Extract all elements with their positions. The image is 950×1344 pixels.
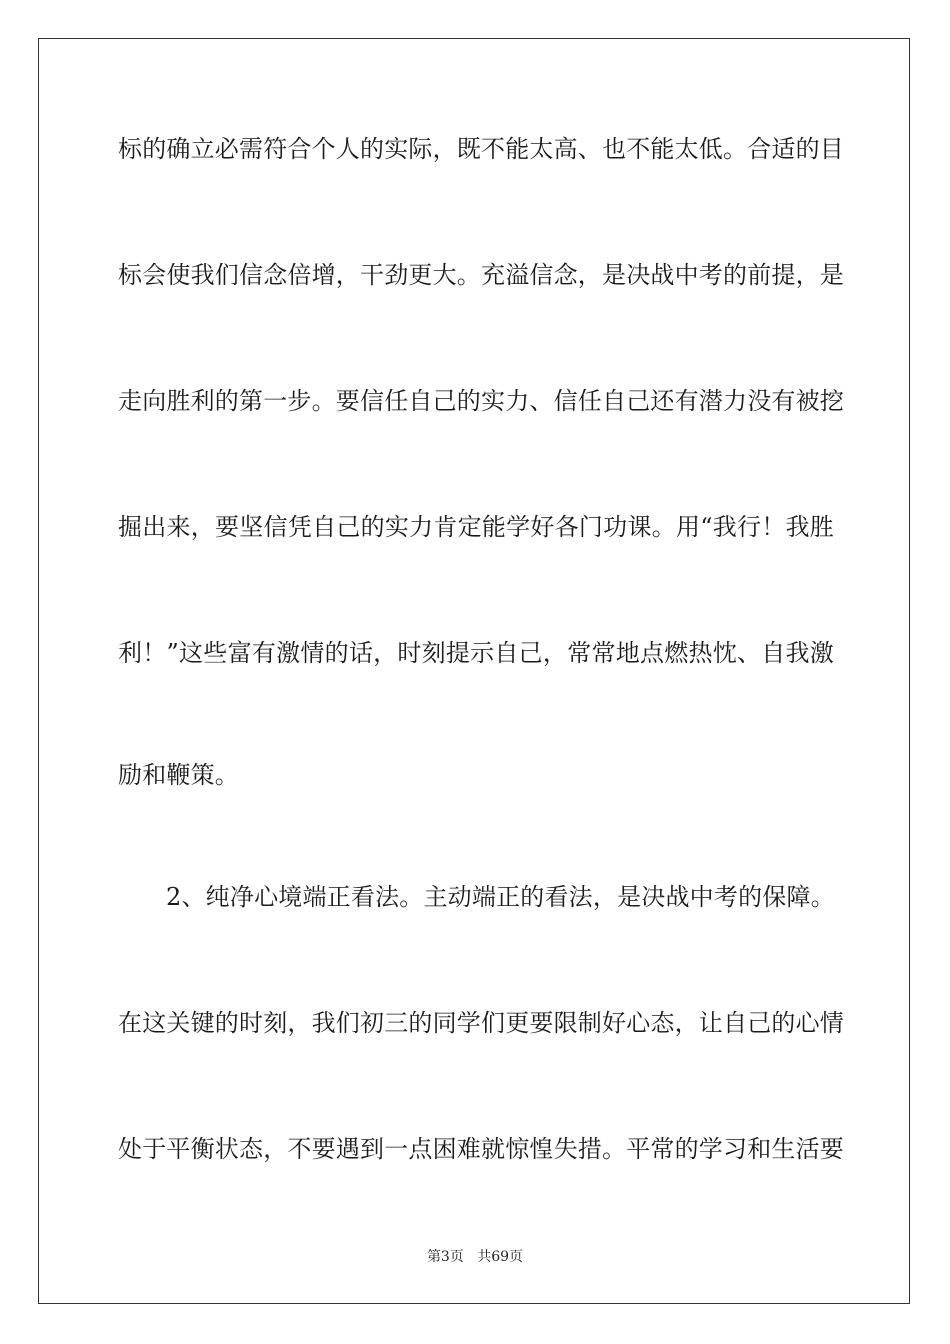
- body-text-line: 励和鞭策。: [118, 761, 239, 789]
- body-text-line: 掘出来，要坚信凭自己的实力肯定能学好各门功课。用“我行！我胜: [118, 513, 834, 541]
- page-number-current: 第3页: [426, 1249, 464, 1265]
- page-number-total: 共69页: [477, 1249, 524, 1265]
- body-text-line: 利！”这些富有激情的话，时刻提示自己，常常地点燃热忱、自我激: [118, 639, 834, 667]
- body-text-line: 在这关键的时刻，我们初三的同学们更要限制好心态，让自己的心情: [118, 1009, 844, 1037]
- body-text-line: 标会使我们信念倍增，干劲更大。充溢信念，是决战中考的前提，是: [118, 261, 844, 289]
- page-footer: [0, 1248, 950, 1266]
- body-text-line: 标的确立必需符合个人的实际，既不能太高、也不能太低。合适的目: [118, 135, 844, 163]
- body-text-line: 处于平衡状态，不要遇到一点困难就惊惶失措。平常的学习和生活要: [118, 1135, 844, 1163]
- body-text-line: 走向胜利的第一步。要信任自己的实力、信任自己还有潜力没有被挖: [118, 387, 844, 415]
- page-border: [38, 38, 910, 1304]
- paragraph-first-line: 2、纯净心境端正看法。主动端正的看法，是决战中考的保障。: [166, 883, 835, 911]
